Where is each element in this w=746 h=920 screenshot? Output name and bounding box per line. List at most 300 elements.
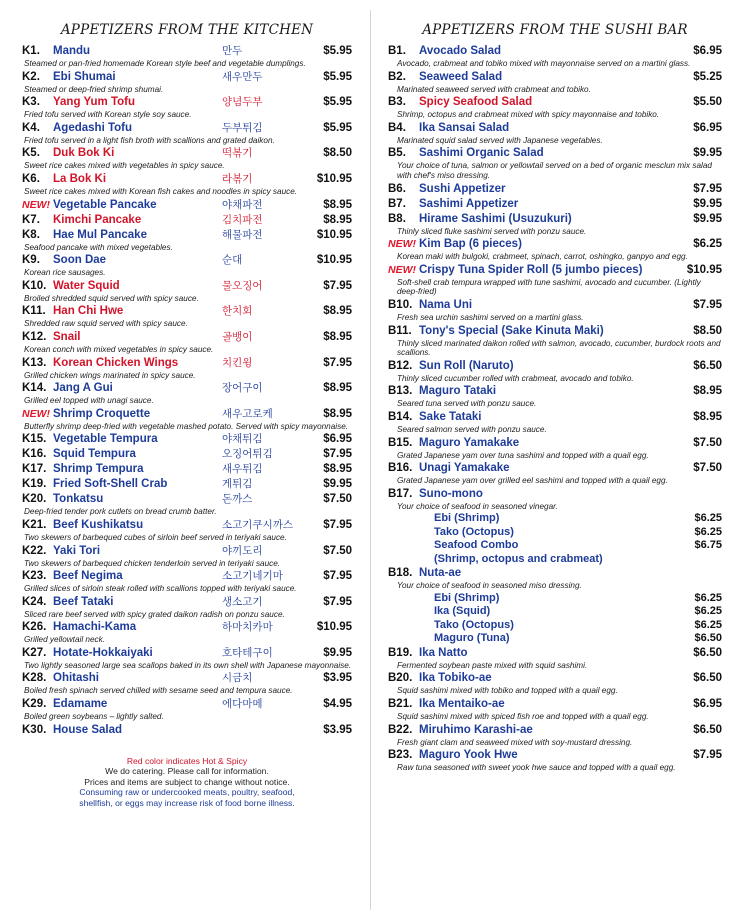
item-description: Soft-shell crab tempura wrapped with tune sashimi, avocado and cucumber. (Lightly deep-fried)	[397, 277, 701, 297]
item-description: Thinly sliced cucumber rolled with crabmeat, avocado and tobiko.	[397, 373, 634, 383]
item-price: $3.95	[323, 672, 352, 685]
catering-note: We do catering. Please call for information.	[105, 766, 269, 777]
item-price: $8.95	[693, 410, 722, 423]
item-name: La Bok Ki	[53, 172, 107, 185]
item-price: $5.95	[323, 70, 352, 83]
item-price: $7.95	[323, 448, 352, 461]
item-code: B16.	[388, 462, 413, 475]
item-code: K2.	[22, 70, 40, 83]
item-name: Soon Dae	[53, 254, 107, 267]
item-code: B23.	[388, 749, 413, 762]
item-name: Agedashi Tofu	[53, 121, 133, 134]
item-price: $10.95	[316, 172, 352, 185]
menu-item-row	[22, 198, 352, 213]
item-name: Shrimp Tempura	[53, 463, 144, 476]
kitchen-appetizers-column	[22, 18, 352, 808]
item-korean-name: 물오징어	[222, 279, 263, 292]
item-name: Seaweed Salad	[419, 70, 503, 83]
item-description: Butterfly shrimp deep-fried with vegetable mashed potato. Served with spicy mayonnaise.	[24, 421, 349, 431]
item-name: Ohitashi	[53, 672, 100, 685]
item-code: B1.	[388, 45, 406, 57]
menu-item	[388, 697, 722, 722]
item-description: Squid sashimi mixed with spiced fish roe and topped with a quail egg.	[397, 712, 649, 722]
menu-item-row	[22, 518, 352, 533]
item-name: Ebi Shumai	[53, 70, 116, 83]
item-description: Steamed or deep-fried shrimp shumai.	[24, 84, 164, 94]
item-korean-name: 해물파전	[222, 228, 263, 241]
menu-item	[388, 212, 722, 237]
menu-item-row	[388, 410, 722, 425]
item-name: Hotate-Hokkaiyaki	[53, 646, 153, 659]
item-name: Spicy Seafood Salad	[419, 96, 533, 109]
item-code: B20.	[388, 672, 413, 685]
sub-option-name: Maguro (Tuna)	[434, 632, 510, 645]
menu-item-row	[22, 279, 352, 294]
item-korean-name: 두부튀김	[222, 121, 263, 134]
item-name: Sake Tataki	[419, 410, 482, 423]
item-price: $6.95	[323, 433, 352, 446]
item-code: B12.	[388, 359, 413, 372]
menu-item	[388, 182, 722, 197]
menu-item-row	[388, 212, 722, 227]
item-description: Fermented soybean paste mixed with squid sashimi.	[397, 660, 588, 670]
item-description: Your choice of seafood in seasoned vinegar.	[397, 501, 558, 511]
item-korean-name: 생소고기	[222, 595, 263, 608]
item-name: Beef Tataki	[53, 595, 114, 608]
item-code	[388, 263, 419, 278]
menu-item-row	[22, 620, 352, 635]
sub-option-row	[388, 619, 722, 633]
sub-option-name: Seafood Combo	[434, 539, 519, 552]
item-name: Water Squid	[53, 279, 120, 292]
sushi-section-title: APPETIZERS FROM THE SUSHI BAR	[422, 22, 688, 38]
item-name: Shrimp Croquette	[53, 407, 151, 420]
item-price: $10.95	[686, 263, 722, 276]
menu-item-row	[22, 330, 352, 345]
menu-item	[388, 121, 722, 146]
item-price: $7.95	[323, 518, 352, 531]
item-price: $7.50	[693, 462, 722, 475]
item-code: B21.	[388, 698, 413, 711]
item-name: Miruhimo Karashi-ae	[419, 723, 533, 736]
item-code: B8.	[388, 212, 406, 225]
sub-option-price: $6.25	[694, 525, 722, 538]
menu-item	[22, 228, 352, 253]
item-name: Kim Bap (6 pieces)	[419, 238, 522, 251]
item-price: $8.50	[693, 324, 722, 337]
sub-option-row	[388, 526, 722, 540]
item-korean-name: 새우튀김	[222, 463, 263, 476]
menu-item	[22, 121, 352, 146]
item-code: B10.	[388, 298, 413, 311]
sub-option-price: $6.25	[694, 512, 722, 525]
item-name: Yang Yum Tofu	[53, 96, 135, 109]
menu-item-row	[388, 263, 722, 278]
menu-item	[22, 671, 352, 696]
item-price: $9.95	[693, 212, 722, 225]
sub-option-price: $6.75	[694, 539, 722, 552]
item-description: Your choice of seafood in seasoned miso dressing.	[397, 581, 582, 591]
menu-item	[22, 492, 352, 517]
item-description: Steamed or pan-fried homemade Korean style beef and vegetable dumplings.	[24, 59, 306, 68]
item-price: $8.95	[323, 407, 352, 420]
item-code	[388, 237, 419, 252]
menu-item-row	[22, 544, 352, 559]
item-name: Sun Roll (Naruto)	[419, 359, 514, 372]
item-code	[22, 198, 53, 213]
item-price: $6.95	[693, 45, 722, 57]
item-name: Han Chi Hwe	[53, 305, 124, 318]
menu-item-row	[388, 121, 722, 136]
menu-item-row	[22, 381, 352, 396]
item-korean-name: 돈까스	[222, 493, 253, 506]
item-name: Nuta-ae	[419, 567, 462, 580]
sushi-bar-appetizers-column	[388, 18, 722, 774]
menu-item	[22, 381, 352, 406]
menu-item	[388, 70, 722, 95]
item-korean-name: 새우고로케	[222, 407, 273, 420]
item-code: B3.	[388, 96, 406, 109]
item-price: $8.95	[323, 213, 352, 226]
menu-item	[388, 566, 722, 646]
item-name: Korean Chicken Wings	[53, 356, 179, 369]
menu-item-row	[22, 213, 352, 228]
menu-item	[22, 330, 352, 355]
item-korean-name: 소고기네기마	[222, 570, 283, 583]
item-code: B15.	[388, 436, 413, 449]
item-name: Fried Soft-Shell Crab	[53, 478, 168, 491]
sub-option-name: Ika (Squid)	[434, 605, 491, 618]
item-name: Maguro Yook Hwe	[419, 749, 518, 762]
menu-item-row	[22, 646, 352, 661]
item-description: Seafood pancake with mixed vegetables.	[24, 242, 173, 252]
sub-option-row	[388, 592, 722, 606]
menu-item	[388, 263, 722, 297]
menu-item-row	[22, 95, 352, 110]
item-code: K27.	[22, 646, 47, 659]
item-code: K17.	[22, 463, 47, 476]
menu-item	[22, 432, 352, 447]
item-description: Grated Japanese yam over tuna sashimi and topped with a quail egg.	[397, 450, 649, 460]
menu-item-row	[22, 432, 352, 447]
item-code: K29.	[22, 698, 47, 711]
item-price: $9.95	[693, 147, 722, 160]
sub-option-row	[388, 553, 722, 567]
menu-item	[22, 172, 352, 197]
menu-item	[22, 95, 352, 120]
item-price: $6.95	[693, 121, 722, 134]
menu-item-row	[22, 44, 352, 59]
item-korean-name: 야채파전	[222, 198, 263, 211]
item-description: Korean conch with mixed vegetables in spicy sauce.	[24, 344, 214, 354]
item-korean-name: 장어구이	[222, 382, 263, 395]
menu-item	[22, 447, 352, 462]
item-description: Boiled green soybeans – lightly salted.	[24, 712, 164, 722]
menu-item	[388, 410, 722, 435]
sub-option-price: $6.25	[694, 605, 722, 618]
menu-item-row	[22, 492, 352, 507]
item-code: B22.	[388, 723, 413, 736]
menu-item	[22, 213, 352, 228]
item-price: $6.95	[693, 698, 722, 711]
item-description: Korean rice sausages.	[24, 268, 106, 278]
menu-item-row	[388, 384, 722, 399]
item-code: B14.	[388, 410, 413, 423]
item-description: Korean maki with bulgoki, crabmeet, spinach, carrot, oshingko, ganpyo and egg.	[397, 252, 688, 262]
item-description: Two skewers of barbequed chicken tenderloin served in teriyaki sauce.	[24, 558, 281, 568]
item-price: $8.95	[323, 198, 352, 211]
item-code: B18.	[388, 567, 413, 580]
item-price: $4.95	[323, 698, 352, 711]
item-name: Hirame Sashimi (Usuzukuri)	[419, 212, 572, 225]
menu-item	[22, 595, 352, 620]
menu-item-row	[22, 146, 352, 161]
menu-item-row	[388, 146, 722, 161]
menu-item-row	[388, 697, 722, 712]
item-description: Marinated seaweed served with crabmeat and tobiko.	[397, 84, 591, 94]
menu-item-row	[388, 461, 722, 476]
item-price: $7.95	[323, 356, 352, 369]
item-price: $7.50	[693, 436, 722, 449]
item-code: B6.	[388, 182, 406, 195]
item-korean-name: 만두	[222, 45, 243, 57]
menu-item	[22, 279, 352, 304]
item-korean-name: 야끼도리	[222, 544, 263, 557]
menu-item	[388, 671, 722, 696]
menu-item	[388, 487, 722, 567]
item-code	[22, 407, 53, 422]
menu-item-row	[22, 407, 352, 422]
menu-item-row	[388, 359, 722, 374]
item-korean-name: 소고기쿠시까스	[222, 518, 294, 531]
item-code: K13.	[22, 356, 47, 369]
item-korean-name: 김치파전	[222, 213, 263, 226]
menu-item	[388, 461, 722, 486]
item-name: Nama Uni	[419, 298, 473, 311]
menu-item	[22, 697, 352, 722]
item-description: Squid sashimi mixed with tobiko and topped with a quail egg.	[397, 686, 618, 696]
item-description: Fried tofu served in a light fish broth with scallions and grated daikon.	[24, 135, 275, 145]
item-description: Avocado, crabmeat and tobiko mixed with mayonnaise served on a martini glass.	[397, 59, 691, 68]
menu-item-row	[388, 487, 722, 502]
item-korean-name: 새우만두	[222, 70, 263, 83]
item-korean-name: 오징어튀김	[222, 448, 273, 461]
item-code: K8.	[22, 228, 40, 241]
menu-item-row	[22, 228, 352, 243]
sub-option-row	[388, 605, 722, 619]
sub-option-row	[388, 539, 722, 553]
item-description: Fried tofu served with Korean style soy sauce.	[24, 110, 192, 120]
menu-item-row	[388, 324, 722, 339]
menu-item-row	[388, 436, 722, 451]
menu-item-row	[388, 671, 722, 686]
item-price: $8.95	[323, 330, 352, 343]
item-code: K19.	[22, 478, 47, 491]
item-code: K14.	[22, 382, 47, 395]
item-name: Snail	[53, 330, 81, 343]
health-warning-2: shellfish, or eggs may increase risk of food borne illness.	[79, 797, 295, 808]
menu-item-row	[388, 748, 722, 763]
item-code: B11.	[388, 324, 412, 337]
item-name: Tony's Special (Sake Kinuta Maki)	[419, 324, 604, 337]
item-code: K12.	[22, 330, 47, 343]
sub-option-row	[388, 632, 722, 646]
item-price: $7.50	[323, 493, 352, 506]
item-price: $7.95	[693, 298, 722, 311]
item-description: Seared tuna served with ponzu sauce.	[397, 399, 537, 409]
menu-item-row	[22, 356, 352, 371]
menu-item	[388, 237, 722, 262]
item-description: Deep-fried tender pork cutlets on bread crumb batter.	[24, 507, 217, 517]
menu-item	[22, 477, 352, 492]
menu-item	[22, 620, 352, 645]
item-name: Sashimi Appetizer	[419, 197, 519, 210]
item-code: B19.	[388, 646, 413, 659]
item-price: $7.95	[323, 279, 352, 292]
item-description: Two skewers of barbequed cubes of sirloin beef served in teriyaki sauce.	[24, 532, 287, 542]
item-name: Edamame	[53, 698, 108, 711]
menu-item-row	[22, 569, 352, 584]
item-korean-name: 골뱅이	[222, 330, 253, 343]
item-description: Shrimp, octopus and crabmeat mixed with spicy mayonnaise and tobiko.	[397, 110, 660, 120]
item-description: Broiled shredded squid served with spicy sauce.	[24, 293, 199, 303]
item-price: $6.25	[693, 238, 722, 251]
item-code: K30.	[22, 723, 47, 736]
item-name: Sashimi Organic Salad	[419, 147, 544, 160]
menu-item	[388, 197, 722, 212]
item-description: Sweet rice cakes mixed with Korean fish cakes and noodles in spicy sauce.	[24, 186, 298, 196]
item-name: Hamachi-Kama	[53, 621, 137, 634]
new-badge: NEW!	[388, 238, 416, 251]
new-badge: NEW!	[388, 263, 416, 276]
sub-option-name: (Shrimp, octopus and crabmeat)	[434, 552, 603, 565]
item-price: $7.95	[693, 749, 722, 762]
item-price: $10.95	[316, 621, 352, 634]
menu-item	[388, 384, 722, 409]
item-description: Thinly sliced marinated daikon rolled with salmon, avocado, cucumber, burdock roots and scallions.	[397, 338, 721, 358]
item-price: $5.95	[323, 45, 352, 57]
menu-item-row	[22, 477, 352, 492]
item-code: K11.	[22, 305, 46, 318]
item-description: Thinly sliced fluke sashimi served with ponzu sauce.	[397, 226, 587, 236]
menu-item	[388, 324, 722, 358]
menu-item	[388, 646, 722, 671]
item-code: K9.	[22, 254, 40, 267]
menu-item	[388, 436, 722, 461]
item-price: $10.95	[316, 254, 352, 267]
menu-item	[388, 359, 722, 384]
item-description: Fresh giant clam and seaweed mixed with soy-mustard dressing.	[397, 737, 633, 747]
menu-item	[22, 518, 352, 543]
sub-option-price: $6.25	[694, 591, 722, 604]
menu-item-row	[388, 646, 722, 661]
item-name: Kimchi Pancake	[53, 213, 142, 226]
menu-item-row	[388, 182, 722, 197]
item-price: $7.50	[323, 544, 352, 557]
menu-item	[22, 407, 352, 432]
item-description: Your choice of tuna, salmon or yellowtail served on a bed of organic mesclun mix salad with chef's miso dressing.	[397, 161, 712, 180]
item-code: B4.	[388, 121, 406, 134]
menu-item-row	[22, 462, 352, 477]
menu-item-row	[388, 44, 722, 59]
item-name: Ika Sansai Salad	[419, 121, 510, 134]
menu-item-row	[22, 172, 352, 187]
menu-item-row	[388, 298, 722, 313]
item-description: Sweet rice cakes mixed with vegetables in spicy sauce.	[24, 161, 225, 171]
menu-item	[388, 748, 722, 773]
item-code: K7.	[22, 213, 40, 226]
sub-option-price: $6.25	[694, 618, 722, 631]
item-code: K16.	[22, 448, 47, 461]
item-name: Ika Mentaiko-ae	[419, 698, 505, 711]
item-name: Beef Kushikatsu	[53, 518, 144, 531]
item-price: $5.95	[323, 96, 352, 109]
item-price: $9.95	[693, 197, 722, 210]
item-name: Avocado Salad	[419, 45, 502, 57]
menu-item	[22, 544, 352, 569]
menu-item	[22, 304, 352, 329]
spicy-note: Red color indicates Hot & Spicy	[126, 755, 248, 766]
item-price: $8.95	[693, 385, 722, 398]
item-korean-name: 떡볶기	[222, 147, 253, 160]
item-price: $8.95	[323, 382, 352, 395]
item-price: $8.50	[323, 147, 352, 160]
item-name: Jang A Gui	[53, 382, 113, 395]
menu-item	[388, 95, 722, 120]
menu-item	[22, 723, 352, 738]
menu-item	[388, 298, 722, 323]
item-price: $7.95	[323, 570, 352, 583]
item-korean-name: 게튀김	[222, 478, 253, 491]
item-code: B7.	[388, 197, 406, 210]
menu-item	[22, 146, 352, 171]
item-korean-name: 에다마메	[222, 698, 263, 711]
item-name: Squid Tempura	[53, 448, 136, 461]
menu-item-row	[388, 197, 722, 212]
new-badge: NEW!	[22, 407, 50, 420]
item-code: K24.	[22, 595, 47, 608]
item-description: Boiled fresh spinach served chilled with sesame seed and tempura sauce.	[24, 686, 293, 696]
item-description: Grilled eel topped with unagi sauce.	[24, 396, 154, 406]
menu-item-row	[388, 70, 722, 85]
item-description: Shredded raw squid served with spicy sauce.	[24, 319, 188, 329]
sub-option-name: Ebi (Shrimp)	[434, 591, 500, 604]
item-korean-name: 한치회	[222, 305, 253, 318]
item-korean-name: 양념두부	[222, 96, 263, 109]
new-badge: NEW!	[22, 198, 50, 211]
item-description: Seared salmon served with ponzu sauce.	[397, 424, 547, 434]
sub-option-price: $6.50	[694, 632, 722, 645]
item-korean-name: 치킨윙	[222, 356, 253, 369]
item-code: K1.	[22, 45, 40, 57]
item-price: $6.50	[693, 723, 722, 736]
item-price: $6.50	[693, 359, 722, 372]
item-code: K10.	[22, 279, 47, 292]
item-price: $9.95	[323, 646, 352, 659]
menu-item-row	[388, 95, 722, 110]
item-code: B17.	[388, 487, 413, 500]
item-price: $7.95	[693, 182, 722, 195]
item-code: K6.	[22, 172, 40, 185]
item-price: $9.95	[323, 478, 352, 491]
menu-item	[22, 569, 352, 594]
item-description: Grated Japanese yam over grilled eel sashimi and topped with a quail egg.	[397, 476, 668, 486]
kitchen-section-title: APPETIZERS FROM THE KITCHEN	[60, 22, 314, 38]
item-code: K23.	[22, 570, 47, 583]
item-name: Suno-mono	[419, 487, 483, 500]
item-name: Mandu	[53, 45, 91, 57]
item-description: Raw tuna seasoned with sweet yook hwe sauce and topped with a quail egg.	[397, 763, 676, 773]
